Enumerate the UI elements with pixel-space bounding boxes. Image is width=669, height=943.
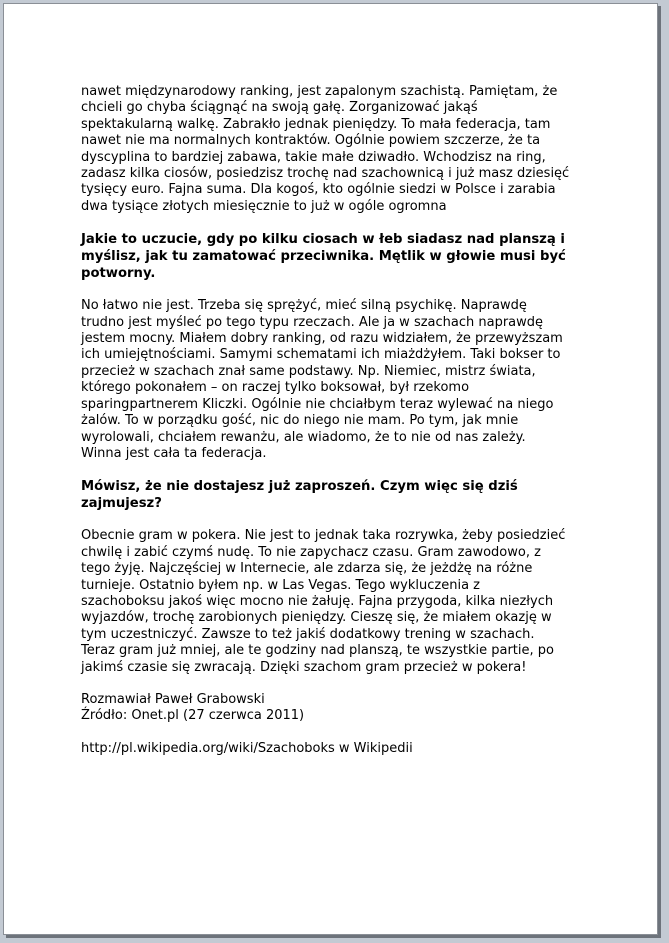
paragraph <box>81 84 593 215</box>
text-line: tego żyję. Najczęściej w Internecie, ale zdarza się, że jeżdżę na różne <box>81 561 533 577</box>
text-line: chcieli go chyba ściągnąć na swoją gałę. Zorganizować jakąś <box>81 100 478 116</box>
author-credit <box>81 692 593 725</box>
text-line: wyjazdów, trochę zarobionych pieniędzy. Cieszę się, że miałem okazję w <box>81 610 552 626</box>
text-line: Obecnie gram w pokera. Nie jest to jednak taka rozrywka, żeby posiedzieć <box>81 528 566 544</box>
text-line: dwa tysiące złotych miesięcznie to już w ogóle ogromna <box>81 198 447 214</box>
text-line: nawet nie ma normalnych kontraktów. Ogólnie powiem szczerze, że ta <box>81 133 541 149</box>
wikipedia-link[interactable] <box>81 741 593 757</box>
interview-question <box>81 231 593 282</box>
text-line: jestem mocny. Miałem dobry ranking, od razu widziałem, że przewyższam <box>81 331 563 347</box>
text-line: tym uczestniczyć. Zawsze to też jakiś dodatkowy trening w szachach. <box>81 626 535 642</box>
text-line: potworny. <box>81 266 156 282</box>
document-page <box>3 3 658 935</box>
text-line: Teraz gram już mniej, ale te godziny nad planszą, te wszystkie partie, po <box>81 643 554 659</box>
text-line: Mówisz, że nie dostajesz już zaproszeń. Czym więc się dziś <box>81 479 518 495</box>
text-line: jakimś czasie się zwracają. Dzięki szachom gram przecież w pokera! <box>81 659 527 675</box>
text-line: ich umiejętnościami. Samymi schematami ich miażdżyłem. Taki bokser to <box>81 347 561 363</box>
text-line: żalów. To w porządku gość, nic do niego nie mam. Po tym, jak mnie <box>81 413 519 429</box>
text-line: sparingpartnerem Kliczki. Ogólnie nie chciałbym teraz wylewać na niego <box>81 396 554 412</box>
text-line: No łatwo nie jest. Trzeba się sprężyć, mieć silną psychikę. Naprawdę <box>81 298 527 314</box>
text-line: chwilę i zabić czymś nudę. To nie zapychacz czasu. Gram zawodowo, z <box>81 544 541 560</box>
text-line: przecież w szachach znał same podstawy. Np. Niemiec, mistrz świata, <box>81 363 536 379</box>
text-line: Jakie to uczucie, gdy po kilku ciosach w łeb siadasz nad planszą i <box>81 232 565 248</box>
paragraph <box>81 298 593 462</box>
text-line: zadasz kilka ciosów, posiedzisz trochę nad szachownicą i już masz dziesięć <box>81 166 570 182</box>
link-text[interactable]: http://pl.wikipedia.org/wiki/Szachoboks w Wikipedii <box>81 740 413 756</box>
interview-question <box>81 478 593 512</box>
text-line: trudno jest myśleć po tego typu rzeczach. Ale ja w szachach naprawdę <box>81 314 544 330</box>
text-line: Winna jest cała ta federacja. <box>81 445 267 461</box>
source-line: Źródło: Onet.pl (27 czerwca 2011) <box>81 708 305 724</box>
text-line: którego pokonałem – on raczej tylko boksował, był rzekomo <box>81 380 470 396</box>
text-line: spektakularną walkę. Zabrakło jednak pieniędzy. To mała federacja, tam <box>81 116 551 132</box>
text-line: szachoboksu jakoś więc mocno nie żałuję. Fajna przygoda, kilka niezłych <box>81 593 554 609</box>
text-line: dyscyplina to bardziej zabawa, takie małe dziwadło. Wchodzisz na ring, <box>81 149 546 165</box>
text-line: zajmujesz? <box>81 496 162 512</box>
text-line: wyrolowali, chciałem rewanżu, ale wiadomo, że to nie od nas zależy. <box>81 429 526 445</box>
text-line: nawet międzynarodowy ranking, jest zapalonym szachistą. Pamiętam, że <box>81 84 558 99</box>
document-body <box>81 84 593 773</box>
text-line: tysięcy euro. Fajna suma. Dla kogoś, kto ogólnie siedzi w Polsce i zarabia <box>81 182 556 198</box>
text-line: myślisz, jak tu zamatować przeciwnika. Mętlik w głowie musi być <box>81 249 566 265</box>
text-line: turnieje. Ostatnio byłem np. w Las Vegas. Tego wykluczenia z <box>81 577 481 593</box>
paragraph <box>81 528 593 676</box>
author-line: Rozmawiał Paweł Grabowski <box>81 691 265 707</box>
